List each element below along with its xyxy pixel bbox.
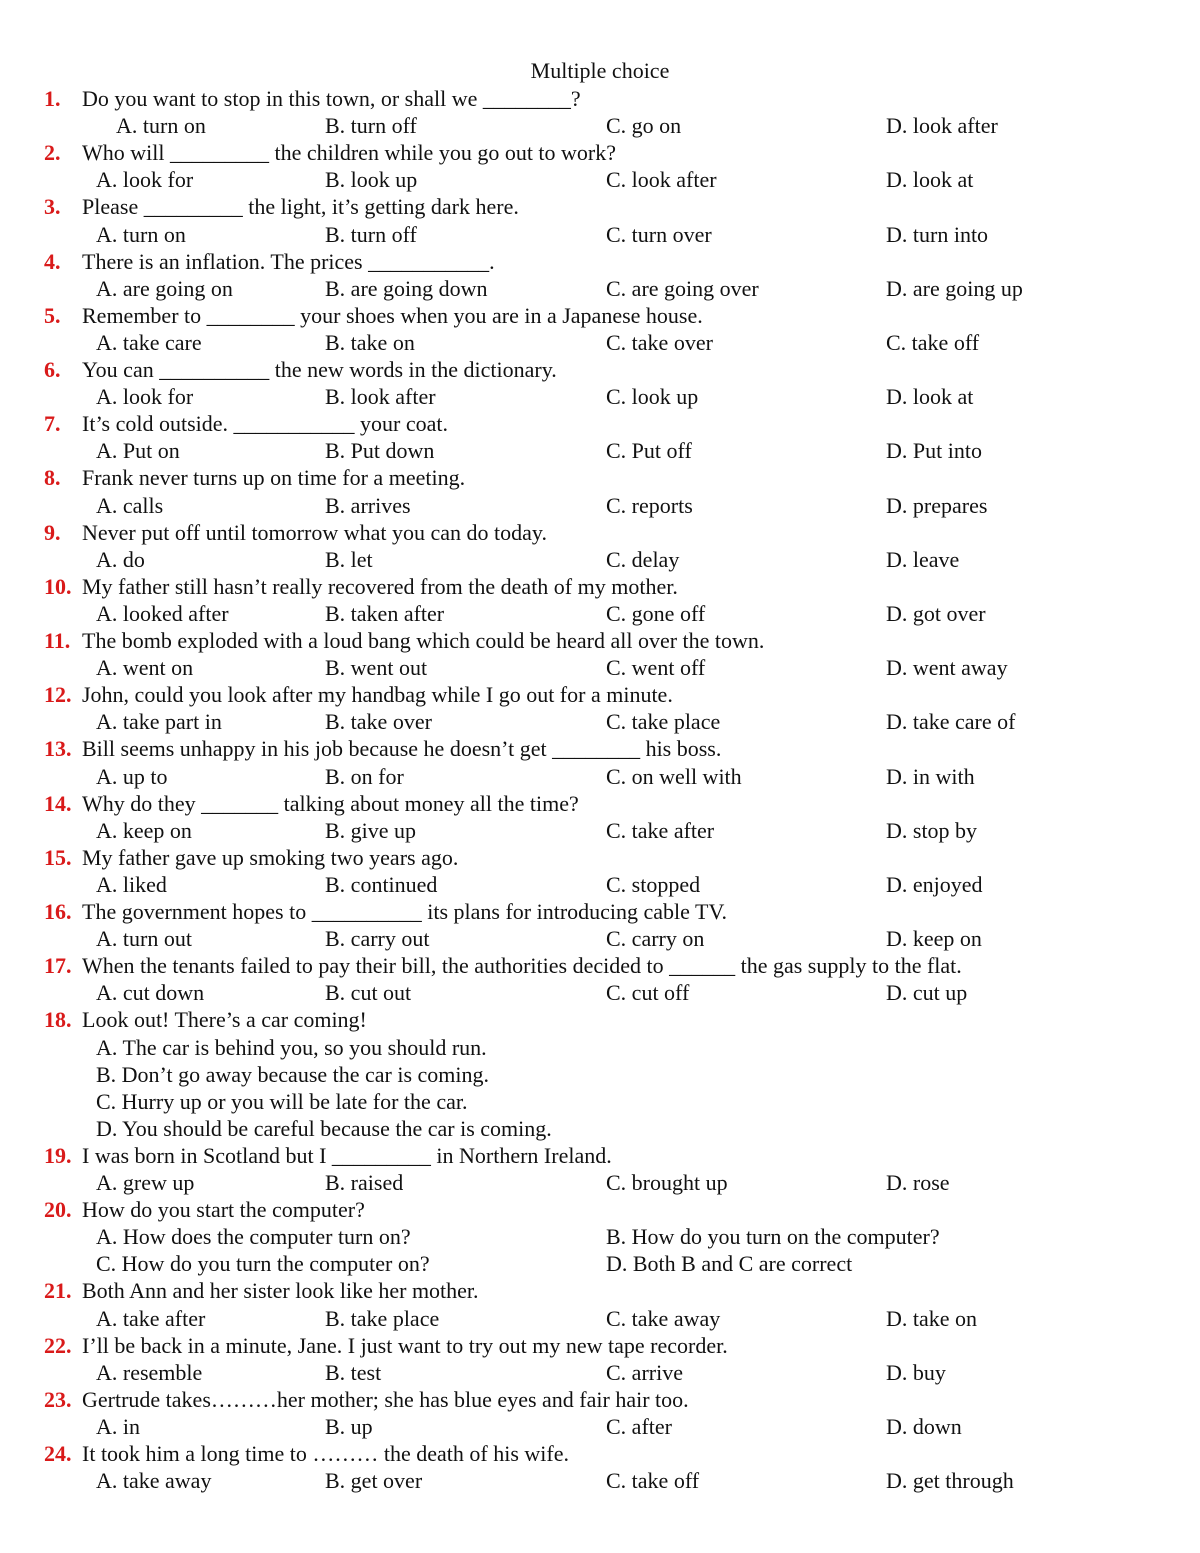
options-row	[0, 221, 1200, 248]
answer-option: A. take care	[96, 329, 202, 355]
options-row	[0, 1250, 1200, 1277]
options-row	[0, 871, 1200, 898]
answer-option: D. get through	[886, 1468, 1014, 1494]
answer-option: B. turn off	[325, 221, 417, 247]
question-text: Never put off until tomorrow what you can do today.	[82, 519, 547, 545]
answer-option: D. are going up	[886, 275, 1023, 301]
question-text: John, could you look after my handbag while I go out for a minute.	[82, 682, 673, 708]
answer-option: A. keep on	[96, 817, 192, 843]
question-6	[0, 356, 1200, 383]
answer-option: D. turn into	[886, 221, 989, 247]
answer-option: B. cut out	[325, 980, 412, 1006]
answer-option: C. take over	[606, 329, 713, 355]
answer-option: D. down	[886, 1413, 962, 1439]
answer-option: B. let	[325, 546, 373, 572]
answer-option: D. got over	[886, 600, 986, 626]
answer-option: B. How do you turn on the computer?	[606, 1224, 940, 1250]
answer-option: B. continued	[325, 871, 438, 897]
answer-option: B. taken after	[325, 600, 445, 626]
answer-option: A. went on	[96, 655, 194, 681]
answer-option: A. How does the computer turn on?	[96, 1224, 411, 1250]
question-number: 3.	[44, 194, 61, 220]
options-row	[0, 1061, 1200, 1088]
answer-option: A. grew up	[96, 1170, 195, 1195]
answer-option: B. look after	[325, 384, 436, 410]
answer-option: C. take after	[606, 817, 715, 843]
answer-option: B. on for	[325, 763, 404, 789]
answer-option: D. stop by	[886, 817, 978, 843]
answer-option: B. Don’t go away because the car is coming.	[96, 1061, 490, 1087]
options-row	[0, 1223, 1200, 1250]
answer-option: C. take off	[886, 329, 980, 355]
question-number: 14.	[44, 790, 72, 816]
question-16	[0, 898, 1200, 925]
question-text: Please _________ the light, it’s getting dark here.	[82, 194, 519, 220]
question-number: 16.	[44, 899, 72, 924]
question-text: It took him a long time to ……… the death of his wife.	[82, 1441, 569, 1466]
question-text: You can __________ the new words in the dictionary.	[82, 357, 557, 382]
answer-option: C. arrive	[606, 1359, 683, 1385]
answer-option: D. Put into	[886, 438, 982, 464]
question-text: I’ll be back in a minute, Jane. I just want to try out my new tape recorder.	[82, 1332, 728, 1358]
question-number: 10.	[44, 573, 72, 599]
answer-option: C. look after	[606, 167, 717, 193]
question-number: 15.	[44, 844, 72, 870]
answer-option: B. Put down	[325, 438, 435, 464]
answer-option: A. cut down	[96, 980, 205, 1006]
options-row	[0, 275, 1200, 302]
question-5	[0, 302, 1200, 329]
answer-option: B. get over	[325, 1468, 423, 1494]
answer-option: A. The car is behind you, so you should run.	[96, 1034, 487, 1060]
answer-option: D. take care of	[886, 709, 1016, 735]
page-title: Multiple choice	[530, 58, 670, 83]
options-row	[0, 925, 1200, 952]
options-row	[0, 329, 1200, 356]
answer-option: C. turn over	[606, 221, 712, 247]
answer-option: C. on well with	[606, 763, 742, 789]
question-text: Remember to ________ your shoes when you are in a Japanese house.	[82, 302, 703, 328]
question-number: 11.	[44, 628, 71, 653]
question-3	[0, 193, 1200, 220]
question-10	[0, 573, 1200, 600]
question-text: There is an inflation. The prices ___________.	[82, 248, 495, 274]
answer-option: D. went away	[886, 655, 1008, 681]
question-text: Look out! There’s a car coming!	[82, 1007, 367, 1033]
question-text: How do you start the computer?	[82, 1197, 365, 1223]
answer-option: D. enjoyed	[886, 871, 983, 897]
question-13	[0, 735, 1200, 762]
answer-option: B. turn off	[325, 113, 417, 139]
answer-option: C. stopped	[606, 871, 701, 897]
question-number: 17.	[44, 953, 72, 979]
question-number: 23.	[44, 1386, 72, 1412]
question-number: 2.	[44, 140, 61, 166]
answer-option: A. turn on	[116, 113, 206, 139]
options-row	[0, 979, 1200, 1006]
question-text: I was born in Scotland but I _________ in Northern Ireland.	[82, 1142, 612, 1168]
answer-option: D. look after	[886, 113, 998, 139]
question-number: 19.	[44, 1142, 72, 1168]
question-number: 12.	[44, 682, 72, 708]
answer-option: B. take over	[325, 709, 432, 735]
answer-option: A. turn out	[96, 926, 192, 952]
question-14	[0, 790, 1200, 817]
answer-option: C. look up	[606, 384, 699, 410]
question-20	[0, 1196, 1200, 1223]
answer-option: A. calls	[96, 492, 164, 518]
question-number: 13.	[44, 736, 72, 762]
answer-option: C. carry on	[606, 926, 705, 952]
answer-option: B. arrives	[325, 492, 411, 518]
question-24	[0, 1440, 1200, 1467]
question-number: 20.	[44, 1197, 72, 1223]
answer-option: B. take place	[325, 1305, 440, 1331]
answer-option: C. after	[606, 1413, 672, 1439]
question-1	[0, 85, 1200, 112]
answer-option: B. carry out	[325, 926, 430, 952]
question-number: 21.	[44, 1278, 72, 1304]
answer-option: A. turn on	[96, 221, 186, 247]
question-text: Do you want to stop in this town, or shall we ________?	[82, 86, 581, 111]
answer-option: C. gone off	[606, 600, 706, 626]
question-17	[0, 952, 1200, 979]
answer-option: A. resemble	[96, 1359, 203, 1385]
question-text: Gertrude takes………her mother; she has blue eyes and fair hair too.	[82, 1386, 689, 1412]
options-row	[0, 546, 1200, 573]
question-text: Why do they _______ talking about money all the time?	[82, 790, 579, 816]
question-text: Both Ann and her sister look like her mother.	[82, 1278, 479, 1304]
answer-option: C. How do you turn the computer on?	[96, 1251, 430, 1277]
answer-option: A. take away	[96, 1468, 212, 1494]
options-row	[0, 383, 1200, 410]
answer-option: C. Hurry up or you will be late for the car.	[96, 1088, 468, 1114]
options-row	[0, 492, 1200, 519]
question-19	[0, 1142, 1200, 1169]
question-15	[0, 844, 1200, 871]
options-row	[0, 166, 1200, 193]
question-21	[0, 1277, 1200, 1304]
options-row	[0, 763, 1200, 790]
question-number: 7.	[44, 411, 61, 437]
answer-option: A. take part in	[96, 709, 222, 735]
answer-option: D. You should be careful because the car is coming.	[96, 1115, 552, 1141]
question-number: 1.	[44, 86, 61, 111]
question-18	[0, 1006, 1200, 1033]
answer-option: D. look at	[886, 167, 974, 193]
answer-option: B. give up	[325, 817, 417, 843]
answer-option: B. take on	[325, 329, 415, 355]
answer-option: C. are going over	[606, 275, 759, 301]
question-12	[0, 681, 1200, 708]
answer-option: A. looked after	[96, 600, 229, 626]
answer-option: D. take on	[886, 1305, 978, 1331]
answer-option: A. take after	[96, 1305, 206, 1331]
question-text: The bomb exploded with a loud bang which could be heard all over the town.	[82, 628, 765, 653]
options-row	[0, 437, 1200, 464]
answer-option: B. raised	[325, 1170, 404, 1195]
options-row	[0, 654, 1200, 681]
question-4	[0, 248, 1200, 275]
question-22	[0, 1332, 1200, 1359]
question-text: Frank never turns up on time for a meeting.	[82, 465, 466, 491]
question-text: It’s cold outside. ___________ your coat.	[82, 411, 449, 437]
answer-option: B. are going down	[325, 275, 488, 301]
answer-option: C. delay	[606, 546, 680, 572]
options-row	[0, 1169, 1200, 1196]
question-number: 8.	[44, 465, 61, 491]
question-text: My father still hasn’t really recovered from the death of my mother.	[82, 573, 678, 599]
question-7	[0, 410, 1200, 437]
options-row	[0, 1305, 1200, 1332]
options-row	[0, 1467, 1200, 1494]
question-text: When the tenants failed to pay their bill, the authorities decided to ______ the gas supply to the flat.	[82, 953, 962, 979]
options-row	[0, 1088, 1200, 1115]
question-9	[0, 519, 1200, 546]
answer-option: D. prepares	[886, 492, 988, 518]
answer-option: C. went off	[606, 655, 706, 681]
question-2	[0, 139, 1200, 166]
answer-option: B. up	[325, 1413, 373, 1439]
options-row	[0, 1359, 1200, 1386]
question-text: My father gave up smoking two years ago.	[82, 844, 459, 870]
question-number: 4.	[44, 248, 61, 274]
answer-option: A. look for	[96, 384, 194, 410]
answer-option: A. do	[96, 546, 145, 572]
answer-option: A. look for	[96, 167, 194, 193]
options-row	[0, 708, 1200, 735]
options-row	[0, 600, 1200, 627]
answer-option: C. brought up	[606, 1170, 728, 1195]
answer-option: C. take place	[606, 709, 721, 735]
options-row	[0, 1034, 1200, 1061]
question-8	[0, 464, 1200, 491]
answer-option: C. go on	[606, 113, 682, 139]
answer-option: D. rose	[886, 1170, 950, 1195]
options-row	[0, 1115, 1200, 1142]
question-23	[0, 1386, 1200, 1413]
question-number: 9.	[44, 519, 61, 545]
answer-option: A. Put on	[96, 438, 180, 464]
question-text: Bill seems unhappy in his job because he doesn’t get ________ his boss.	[82, 736, 722, 762]
answer-option: D. cut up	[886, 980, 968, 1006]
question-text: The government hopes to __________ its plans for introducing cable TV.	[82, 899, 728, 924]
answer-option: C. take away	[606, 1305, 721, 1331]
answer-option: A. up to	[96, 763, 168, 789]
question-11	[0, 627, 1200, 654]
answer-option: D. keep on	[886, 926, 982, 952]
answer-option: A. in	[96, 1413, 140, 1439]
answer-option: B. look up	[325, 167, 418, 193]
answer-option: D. Both B and C are correct	[606, 1251, 853, 1277]
options-row	[0, 112, 1200, 139]
question-number: 18.	[44, 1007, 72, 1033]
answer-option: D. leave	[886, 546, 960, 572]
answer-option: B. test	[325, 1359, 382, 1385]
answer-option: D. in with	[886, 763, 975, 789]
answer-option: C. take off	[606, 1468, 700, 1494]
answer-option: C. Put off	[606, 438, 692, 464]
options-row	[0, 1413, 1200, 1440]
options-row	[0, 817, 1200, 844]
answer-option: C. reports	[606, 492, 693, 518]
answer-option: D. look at	[886, 384, 974, 410]
question-text: Who will _________ the children while you go out to work?	[82, 140, 617, 166]
answer-option: C. cut off	[606, 980, 690, 1006]
answer-option: A. liked	[96, 871, 167, 897]
answer-option: A. are going on	[96, 275, 233, 301]
question-number: 24.	[44, 1441, 72, 1466]
answer-option: B. went out	[325, 655, 428, 681]
question-number: 5.	[44, 302, 61, 328]
answer-option: D. buy	[886, 1359, 946, 1385]
question-number: 6.	[44, 357, 61, 382]
question-number: 22.	[44, 1332, 72, 1358]
